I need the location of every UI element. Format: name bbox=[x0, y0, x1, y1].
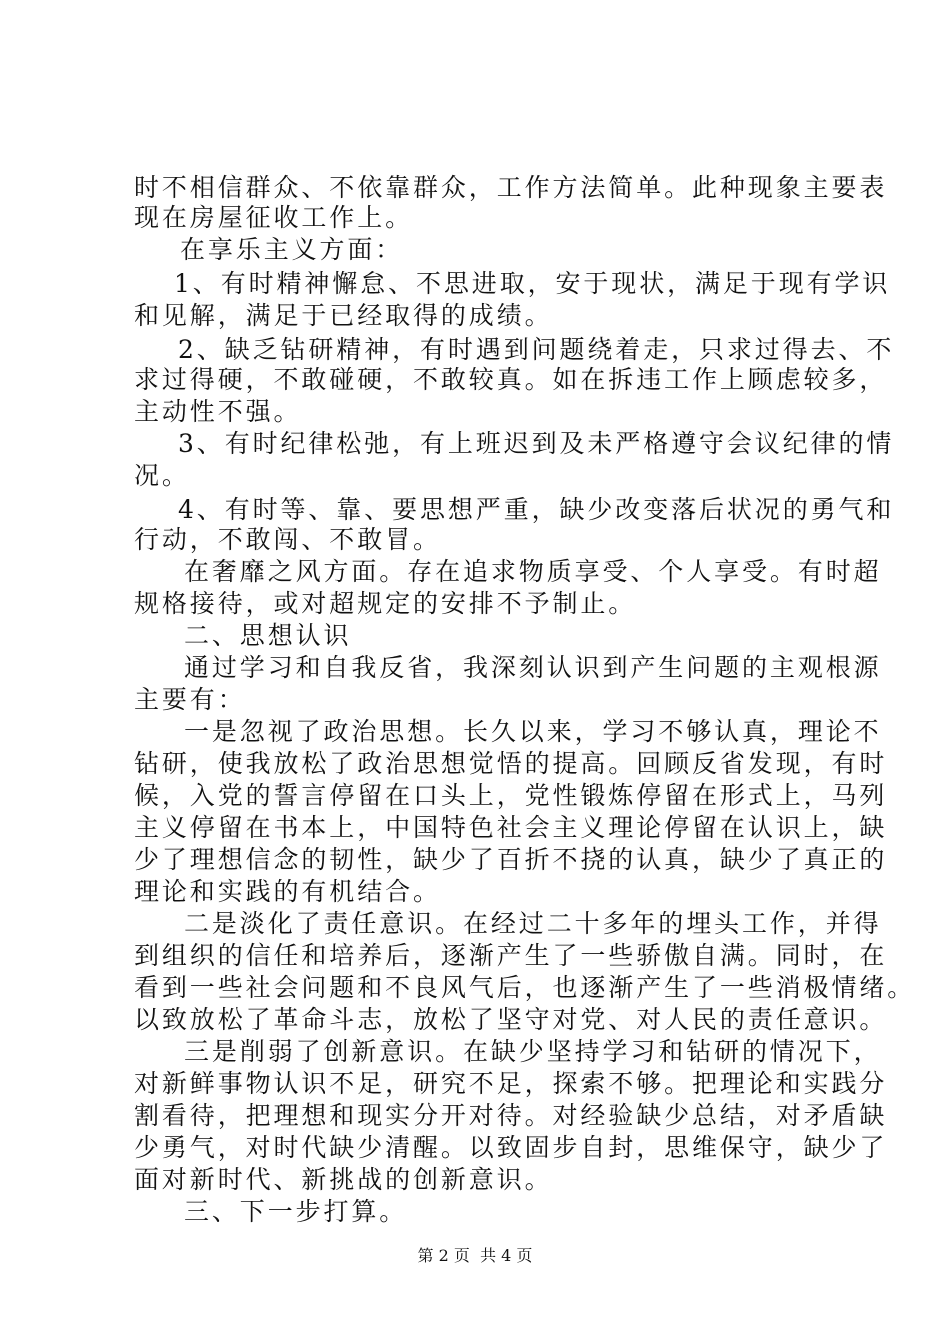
text-line: 少了理想信念的韧性，缺少了百折不挠的认真，缺少了真正的 bbox=[134, 845, 888, 874]
text-line: 和见解，满足于已经取得的成绩。 bbox=[134, 301, 553, 330]
text-line: 行动，不敢闯、不敢冒。 bbox=[134, 525, 441, 554]
text-line: 少勇气，对时代缺少清醒。以致固步自封，思维保守，缺少了 bbox=[134, 1133, 888, 1162]
text-line: 对新鲜事物认识不足，研究不足，探索不够。把理论和实践分 bbox=[134, 1069, 888, 1098]
text-line: 1、有时精神懈怠、不思进取，安于现状，满足于现有学识 bbox=[174, 269, 891, 298]
text-line: 求过得硬，不敢碰硬，不敢较真。如在拆违工作上顾虑较多， bbox=[134, 365, 888, 394]
text-line: 通过学习和自我反省，我深刻认识到产生问题的主观根源 bbox=[184, 653, 882, 682]
section-heading: 三、下一步打算。 bbox=[184, 1197, 408, 1226]
text-line: 三是削弱了创新意识。在缺少坚持学习和钻研的情况下， bbox=[184, 1037, 882, 1066]
section-heading: 二、思想认识 bbox=[184, 621, 352, 650]
text-line: 到组织的信任和培养后，逐渐产生了一些骄傲自满。同时，在 bbox=[134, 941, 888, 970]
text-line: 在奢靡之风方面。存在追求物质享受、个人享受。有时超 bbox=[184, 557, 882, 586]
text-line: 候，入党的誓言停留在口头上，党性锻炼停留在形式上，马列 bbox=[134, 781, 888, 810]
text-line: 割看待，把理想和现实分开对待。对经验缺少总结，对矛盾缺 bbox=[134, 1101, 888, 1130]
text-line: 在享乐主义方面： bbox=[180, 235, 404, 264]
text-line: 主要有： bbox=[134, 685, 246, 714]
page-footer: 第 2 页 共 4 页 bbox=[417, 1246, 533, 1265]
text-line: 理论和实践的有机结合。 bbox=[134, 877, 441, 906]
text-line: 3、有时纪律松弛，有上班迟到及未严格遵守会议纪律的情 bbox=[178, 429, 895, 458]
text-line: 2、缺乏钻研精神，有时遇到问题绕着走，只求过得去、不 bbox=[178, 335, 895, 364]
text-line: 看到一些社会问题和不良风气后，也逐渐产生了一些消极情绪。 bbox=[134, 973, 916, 1002]
text-line: 主义停留在书本上，中国特色社会主义理论停留在认识上，缺 bbox=[134, 813, 888, 842]
text-line: 现在房屋征收工作上。 bbox=[134, 203, 414, 232]
text-line: 主动性不强。 bbox=[134, 397, 302, 426]
text-line: 规格接待，或对超规定的安排不予制止。 bbox=[134, 589, 637, 618]
text-line: 时不相信群众、不依靠群众，工作方法简单。此种现象主要表 bbox=[134, 173, 888, 202]
text-line: 况。 bbox=[134, 461, 190, 490]
text-line: 钻研，使我放松了政治思想觉悟的提高。回顾反省发现，有时 bbox=[134, 749, 888, 778]
text-line: 面对新时代、新挑战的创新意识。 bbox=[134, 1165, 553, 1194]
text-line: 4、有时等、靠、要思想严重，缺少改变落后状况的勇气和 bbox=[178, 495, 895, 524]
text-line: 以致放松了革命斗志，放松了坚守对党、对人民的责任意识。 bbox=[134, 1005, 888, 1034]
text-line: 一是忽视了政治思想。长久以来，学习不够认真，理论不 bbox=[184, 717, 882, 746]
text-line: 二是淡化了责任意识。在经过二十多年的埋头工作，并得 bbox=[184, 909, 882, 938]
